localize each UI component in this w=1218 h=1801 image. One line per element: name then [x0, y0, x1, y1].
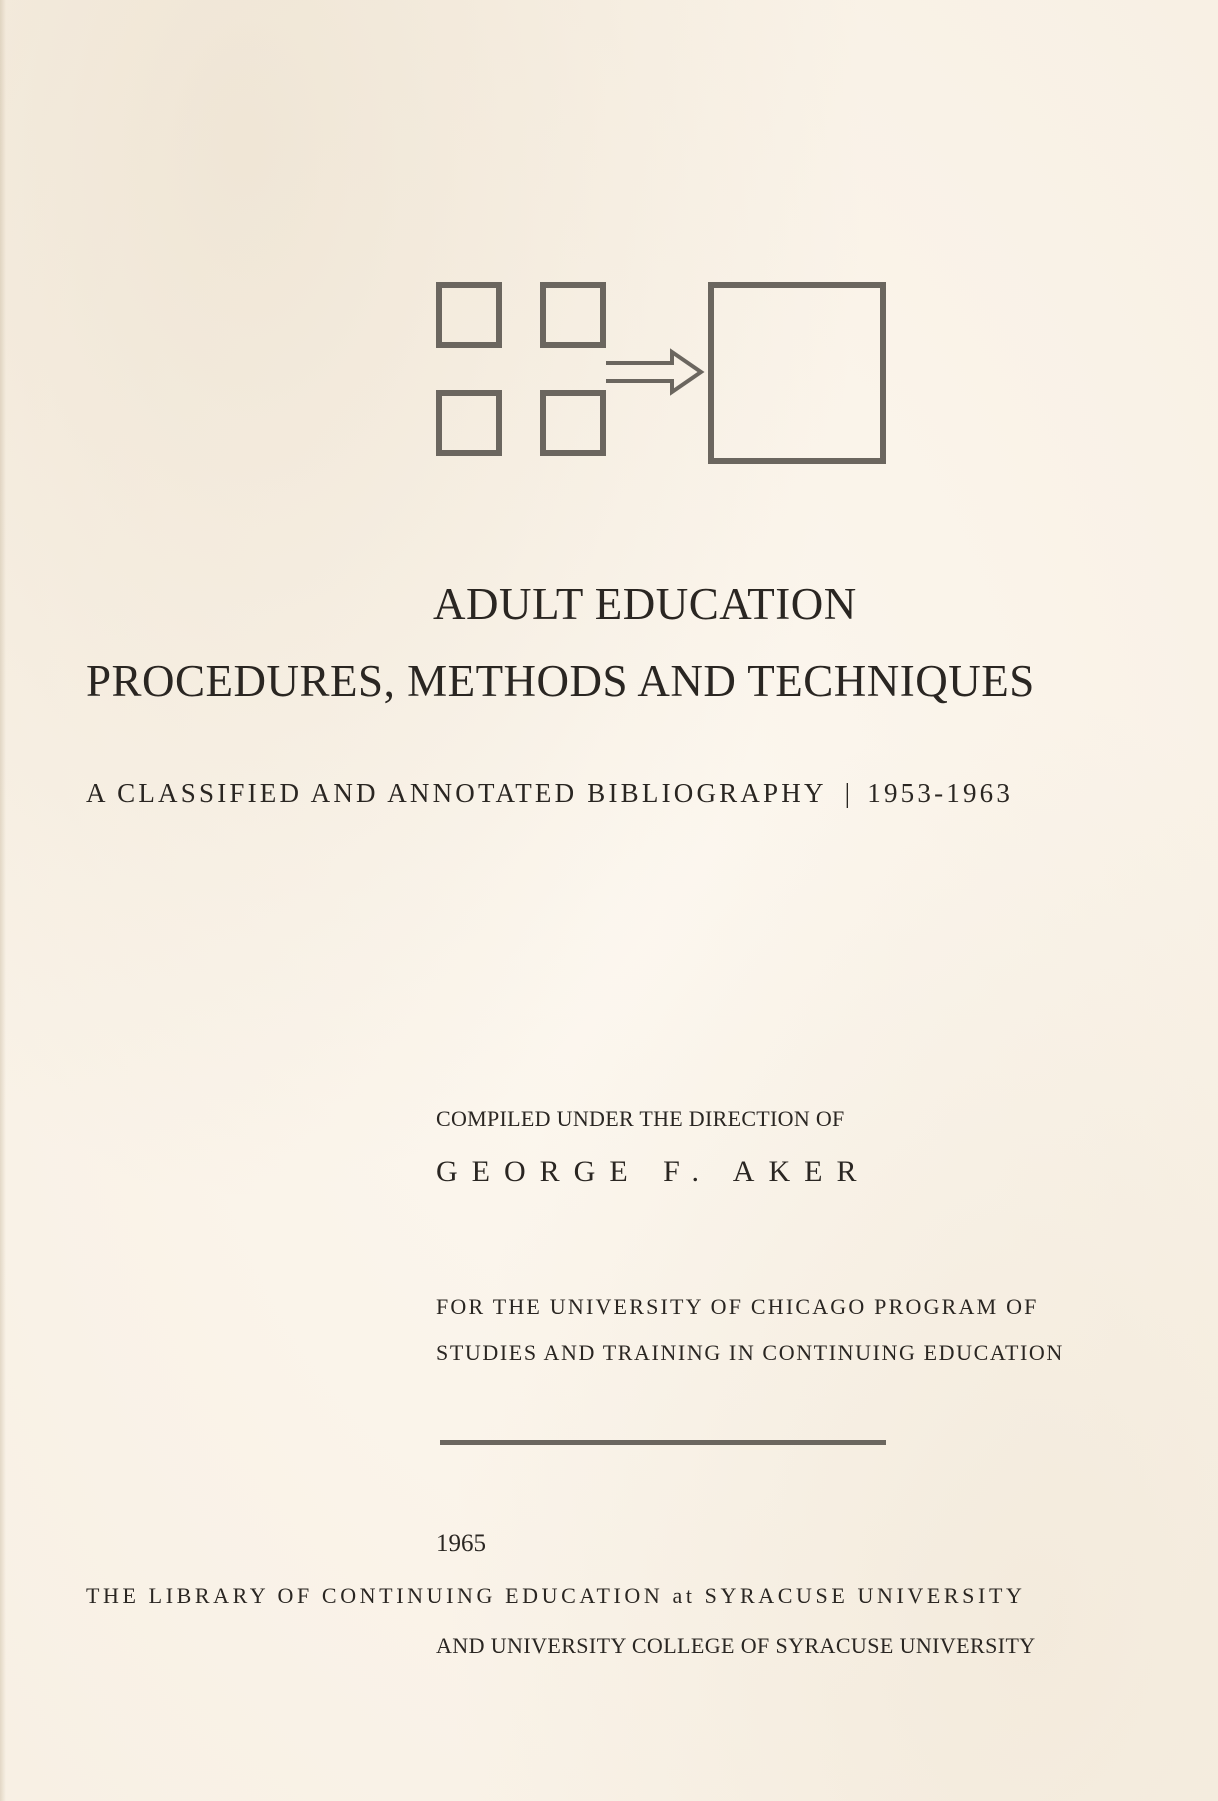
arrow-right-icon	[606, 352, 701, 392]
small-square-bottom-left	[439, 393, 499, 453]
date-range: 1953-1963	[867, 778, 1014, 808]
small-square-top-left	[439, 285, 499, 345]
publication-year: 1965	[436, 1530, 486, 1557]
subtitle	[86, 778, 1013, 809]
four-squares-arrow-to-large-square-icon	[436, 282, 890, 466]
publisher-line-1: THE LIBRARY OF CONTINUING EDUCATION at SYRACUSE UNIVERSITY	[86, 1583, 1026, 1608]
small-square-top-right	[543, 285, 603, 345]
compiler-name: GEORGE F. AKER	[436, 1155, 871, 1188]
title-line-1: ADULT EDUCATION	[433, 579, 857, 629]
subtitle-separator: |	[844, 778, 854, 808]
subtitle-text: A CLASSIFIED AND ANNOTATED BIBLIOGRAPHY	[86, 778, 827, 808]
page-edge-shadow	[0, 0, 6, 1801]
title-line-2: PROCEDURES, METHODS AND TECHNIQUES	[86, 656, 1035, 706]
compiled-label: COMPILED UNDER THE DIRECTION OF	[436, 1106, 845, 1131]
program-line-1: FOR THE UNIVERSITY OF CHICAGO PROGRAM OF	[436, 1294, 1039, 1319]
program-line-2: STUDIES AND TRAINING IN CONTINUING EDUCATION	[436, 1340, 1064, 1365]
large-square	[711, 285, 883, 461]
publisher-line-2: AND UNIVERSITY COLLEGE OF SYRACUSE UNIVERSITY	[436, 1633, 1036, 1658]
horizontal-rule	[440, 1440, 886, 1445]
small-square-bottom-right	[543, 393, 603, 453]
